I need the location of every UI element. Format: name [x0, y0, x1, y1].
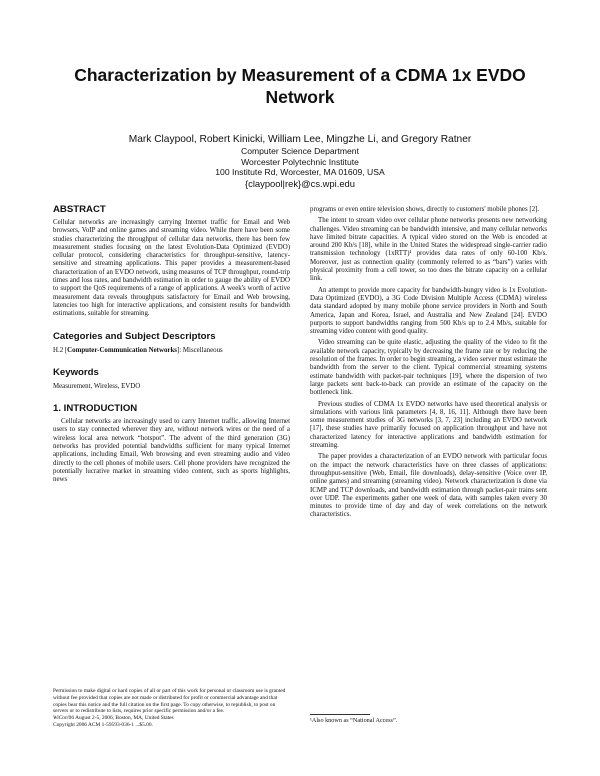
paragraph-3: An attempt to provide more capacity for bandwidth-hungry video is 1x Evolution-Data Optimized (EVDO), a 3G Code Division Multiple Access (CDMA) wireless data standard adopted by many mobile phone service providers in North and South America, Japan and Korea, Israel, and Australia and New Zealand [24]. EVDO purports to support bandwidths ranging from 500 Kb/s up to 2.4 Mb/s, suitable for streaming video content with good quality. — [310, 286, 547, 336]
footnote-rule — [310, 714, 370, 715]
footnote: ¹Also known as “National Access”. — [310, 717, 398, 724]
keywords-heading: Keywords — [53, 366, 99, 378]
paragraph-4: Video streaming can be quite elastic, adjusting the quality of the video to fit the available network capacity, typically by decreasing the frame rate or by reducing the resolution of the frames. In order to begin streaming, a video server must estimate the bandwidth from the server to the client. Typical commercial streaming systems estimate bandwidth with packet-pair techniques [19], where the dispersion of two large packets sent back-to-back can provide an estimate of the capacity on the bottleneck link. — [310, 339, 547, 397]
institute: Worcester Polytechnic Institute — [241, 156, 359, 167]
left-column — [53, 204, 290, 485]
venue-line — [53, 715, 290, 722]
abstract-heading: ABSTRACT — [53, 204, 106, 215]
address: 100 Institute Rd, Worcester, MA 01609, USA — [215, 167, 385, 178]
author-list: Mark Claypool, Robert Kinicki, William Lee, Mingzhe Li, and Gregory Ratner — [128, 134, 472, 145]
venue-details: '06 August 2-5, 2006, Boston, MA, United States — [67, 715, 174, 722]
paragraph-5: Previous studies of CDMA 1x EVDO networks have used theoretical analysis or simulations with various link parameters [4, 8, 16, 11]. Although there have been some measurement studies of 3G networks [3, 7, 23] including an EVDO network [17], these studies have primarily focused on application throughput and have not characterized latency for interactive applications and bandwidth estimation for streaming. — [310, 400, 547, 450]
categories-bold: Computer-Communication Networks — [67, 346, 177, 354]
venue-name: WiCon — [53, 715, 68, 722]
paragraph-6: The paper provides a characterization of an EVDO network with particular focus on the impact the network characteristics have on three classes of applications: throughput-sensitive (Web, Email, file downloads), delay-sensitive (Voice over IP, online games) and streaming (streaming video). Network characterization is done via ICMP and TCP downloads, and bandwidth estimation through packet-pair trains sent over UDP. The experiments gather one week of data, with samples taken every 30 minutes to provide time of day and day of week correlations on the network characteristics. — [310, 453, 547, 519]
paper-title: Characterization by Measurement of a CDMA 1x EVDO Network — [74, 65, 526, 107]
copyright-line: Copyright 2006 ACM 1-59593-036-1 ...$5.00. — [53, 721, 153, 728]
department: Computer Science Department — [241, 146, 359, 156]
abstract-text: Cellular networks are increasingly carrying Internet traffic for Email and Web browsers, VoIP and online games and streaming video. While there have been some studies characterizing the throughput of cellular data networks, there has been few measurement studies focusing on the latest Evolution-Data Optimized (EVDO) cellular protocol, considering characteristics for throughput-sensitive, latency-sensitive and streaming applications. This paper provides a measurement-based characterization of an EVDO network, using measures of TCP throughput, round-trip times and loss rates, and bandwidth estimation in order to gauge the ability of EVDO to support the QoS requirements of a range of applications. A week's worth of active measurement data reveals throughputs satisfactory for Email and Web browsing, latencies too high for interactive applications, and consistent results for bandwidth estimations, suitable for streaming. — [53, 219, 290, 318]
paragraph-2: The intent to stream video over cellular phone networks presents new networking challenges. Video streaming can be bandwidth intensive, and many cellular networks have limited bitrate capacities. A typical video stored on the Web is encoded at around 200 Kb/s [18], while in the United States the widespread single-carrier radio transmission technology (1xRTT)¹ provides data rates of only 60-100 Kb/s. Moreover, just as connection quality (commonly referred to as “bars”) varies with physical proximity from a cell tower, so too does the bitrate capacity on a cellular link. — [310, 217, 547, 283]
paragraph-1: programs or even entire television shows, directly to customers' mobile phones [2]. — [310, 206, 540, 213]
introduction-heading: 1. INTRODUCTION — [53, 403, 138, 415]
categories-heading: Categories and Subject Descriptors — [53, 330, 216, 342]
keywords-text: Measurement, Wireless, EVDO — [53, 382, 141, 390]
email: {claypool|rek}@cs.wpi.edu — [245, 177, 355, 189]
right-column — [310, 206, 547, 520]
categories-text — [53, 347, 290, 355]
categories-prefix: H.2 [ — [53, 346, 68, 354]
introduction-text: Cellular networks are increasingly used to carry Internet traffic, allowing Internet users to stay connected wherever they are, without network wires or the need of a wireless local area network “hotspot”. The advent of the third generation (3G) networks has provided potential bandwidths sufficient for many typical Internet applications, including Email, Web browsing and even streaming audio and video directly to the cell phones of mobile users. Cell phone providers have recognized the potentially lucrative market in streaming video content, such as sports highlights, news — [53, 418, 290, 484]
affiliation-block — [40, 146, 560, 190]
categories-suffix: ]: Miscellaneous — [176, 346, 223, 354]
permission-notice — [53, 688, 290, 729]
permission-text: Permission to make digital or hard copies of all or part of this work for personal or classroom use is granted without fee provided that copies are not made or distributed for profit or commercial advantage and that copies bear this notice and the full citation on the first page. To copy otherwise, to republish, to post on servers or to redistribute to lists, requires prior specific permission and/or a fee. — [53, 688, 286, 715]
